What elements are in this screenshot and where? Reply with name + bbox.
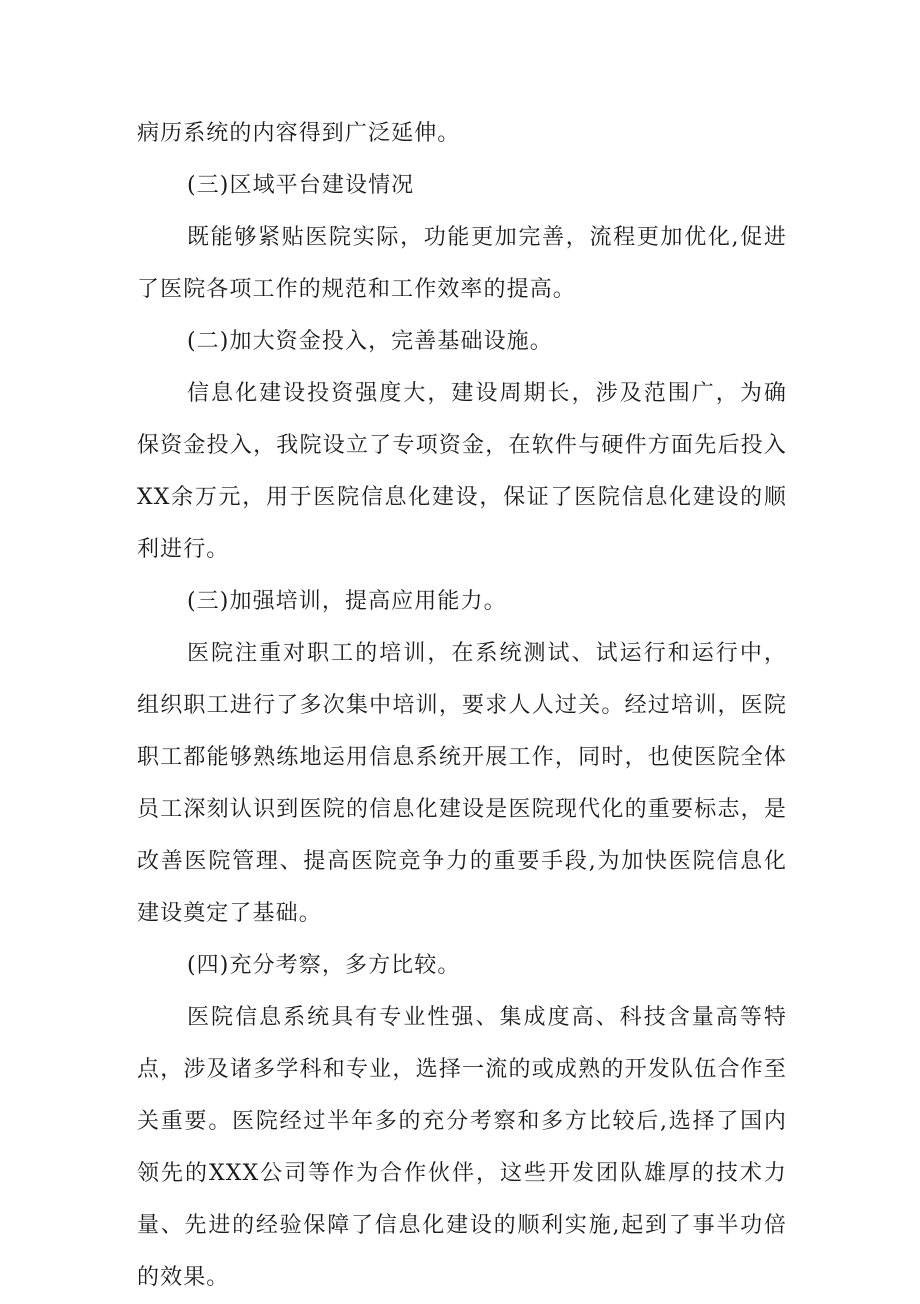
paragraph-continued: 病历系统的内容得到广泛延伸。 xyxy=(137,121,461,146)
section-heading-training: (三)加强培训，提高应用能力。 xyxy=(187,589,507,614)
paragraph-training: 医院注重对职工的培训，在系统测试、试运行和运行中，组织职工进行了多次集中培训，要求人人过关。经过培训，医院职工都能够熟练地运用信息系统开展工作，同时，也使医院全体员工深刻认识到医院的信息化建设是医院现代化的重要标志，是改善医院管理、提高医院竞争力的重要手段,为加快医院信息化建设奠定了基础。 xyxy=(137,641,787,926)
paragraph-funding: 信息化建设投资强度大，建设周期长，涉及范围广，为确保资金投入，我院设立了专项资金，在软件与硬件方面先后投入XX余万元，用于医院信息化建设，保证了医院信息化建设的顺利进行。 xyxy=(137,381,787,562)
paragraph-hospital-practice: 既能够紧贴医院实际，功能更加完善，流程更加优化,促进了医院各项工作的规范和工作效率的提高。 xyxy=(137,225,787,302)
document-body xyxy=(137,108,787,1304)
section-heading-funding: (二)加大资金投入，完善基础设施。 xyxy=(187,329,553,354)
paragraph-inspection: 医院信息系统具有专业性强、集成度高、科技含量高等特点，涉及诸多学科和专业，选择一流的或成熟的开发队伍合作至关重要。医院经过半年多的充分考察和多方比较后,选择了国内领先的XXX公司等作为合作伙伴，这些开发团队雄厚的技术力量、先进的经验保障了信息化建设的顺利实施,起到了事半功倍的效果。 xyxy=(137,1005,787,1290)
section-heading-inspection: (四)充分考察，多方比较。 xyxy=(187,953,461,978)
section-heading-regional-platform: (三)区域平台建设情况 xyxy=(187,173,415,198)
